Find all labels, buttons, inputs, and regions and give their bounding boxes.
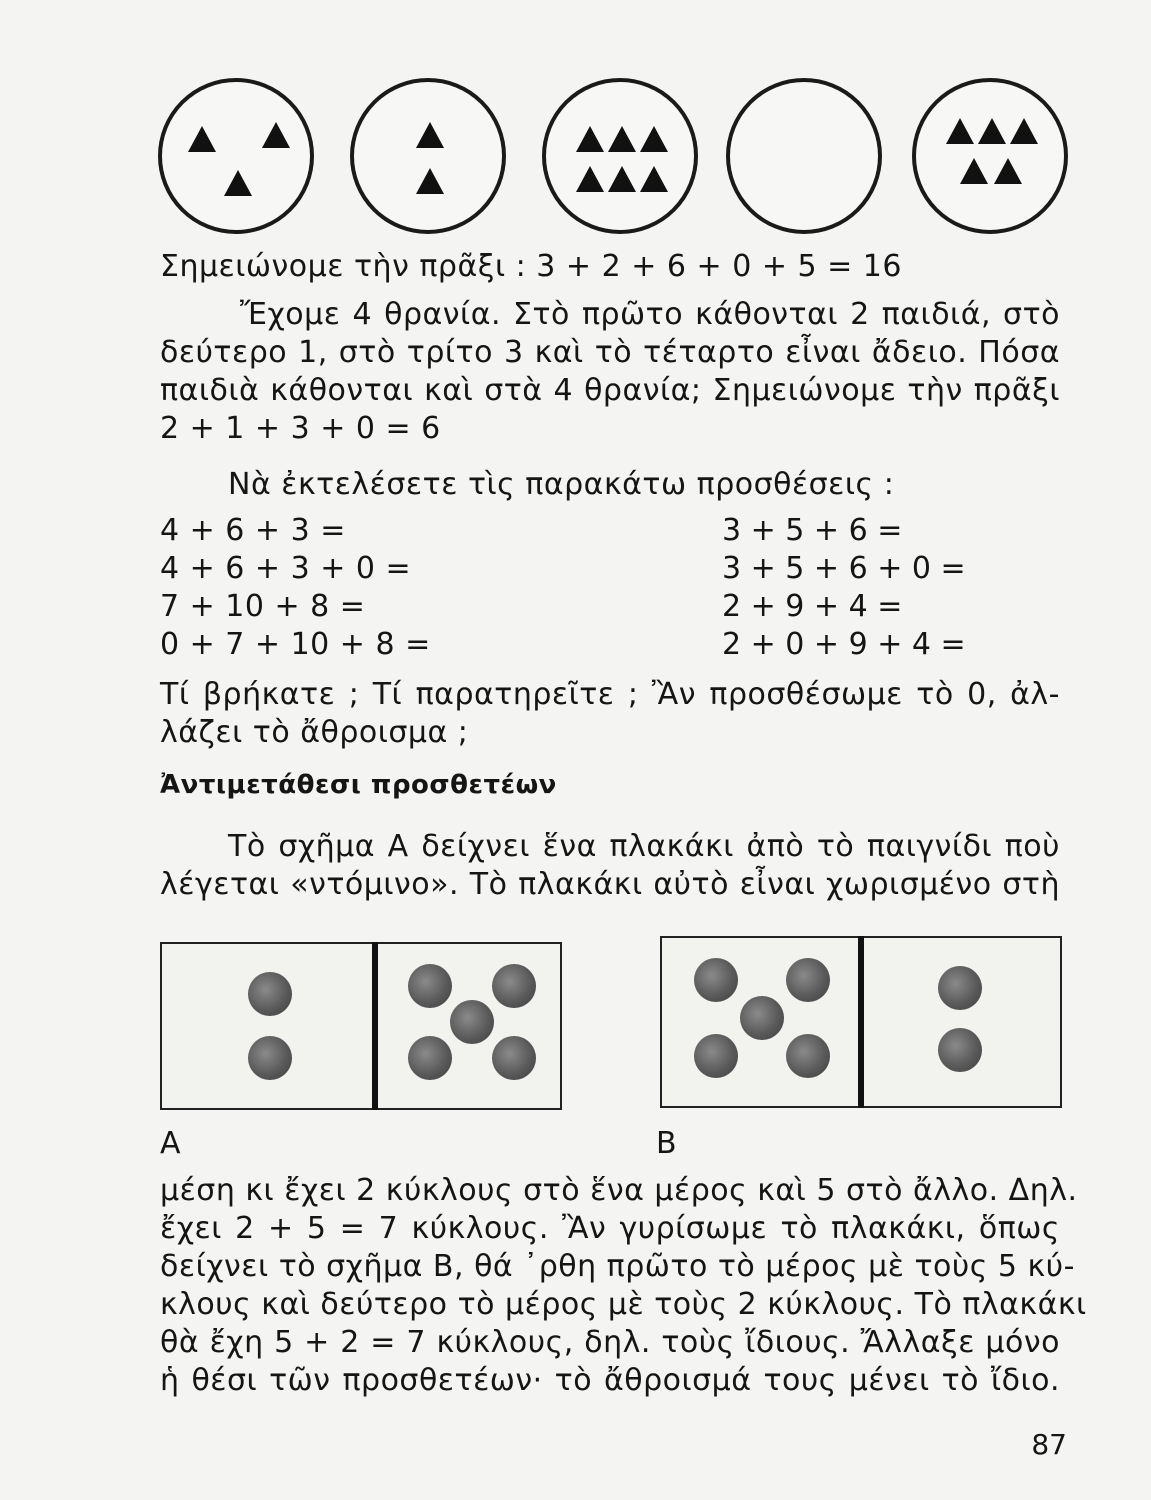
- exercise-left-4: 0 + 7 + 10 + 8 =: [160, 627, 431, 662]
- domino-paragraph-line-1: Τὸ σχῆμα Α δείχνει ἕνα πλακάκι ἀπὸ τὸ παιγνίδι ποὺ: [228, 829, 1060, 864]
- domino-dot: [450, 1000, 494, 1044]
- domino-a: [160, 942, 562, 1110]
- figure-label-b: Β: [656, 1126, 677, 1161]
- circle-six-triangles: [542, 78, 698, 234]
- triangle-icon: [640, 126, 668, 152]
- circle-two-triangles: [350, 78, 506, 234]
- domino-dot: [938, 966, 982, 1010]
- desks-paragraph-line-1: Ἔχομε 4 θρανία. Στὸ πρῶτο κάθονται 2 παιδιά, στὸ: [240, 297, 1060, 332]
- domino-b-left-half: [662, 938, 858, 1106]
- page-number: 87: [1031, 1428, 1067, 1461]
- domino-dot: [938, 1028, 982, 1072]
- section-heading: Ἀντιμετάθεσι προσθετέων: [160, 770, 557, 800]
- domino-a-left-half: [162, 944, 372, 1108]
- triangle-icon: [416, 168, 444, 194]
- triangle-icon: [224, 170, 252, 196]
- desks-paragraph-line-3: παιδιὰ κάθονται καὶ στὰ 4 θρανία; Σημειώνομε τὴν πρᾶξι: [160, 373, 1060, 408]
- triangle-icon: [946, 118, 974, 144]
- domino-dot: [248, 1036, 292, 1080]
- triangle-icon: [994, 158, 1022, 184]
- triangle-icon: [640, 166, 668, 192]
- circle-empty: [726, 78, 882, 234]
- domino-dot: [408, 1036, 452, 1080]
- exercise-instruction: Νὰ ἐκτελέσετε τὶς παρακάτω προσθέσεις :: [228, 467, 895, 502]
- domino-dot: [694, 958, 738, 1002]
- exercise-right-2: 3 + 5 + 6 + 0 =: [722, 551, 966, 586]
- circle-three-triangles: [158, 78, 314, 234]
- triangle-icon: [262, 122, 290, 148]
- domino-dot: [248, 972, 292, 1016]
- exercise-left-2: 4 + 6 + 3 + 0 =: [160, 551, 412, 586]
- question-line-1: Τί βρήκατε ; Τί παρατηρεῖτε ; Ἂν προσθέσωμε τὸ 0, ἀλ-: [160, 677, 1060, 712]
- domino-dot: [740, 996, 784, 1040]
- domino-paragraph-line-2: λέγεται «ντόμινο». Τὸ πλακάκι αὐτὸ εἶναι χωρισμένο στὴ: [160, 867, 1060, 902]
- triangle-icon: [576, 126, 604, 152]
- explanation-line-5: θὰ ἔχη 5 + 2 = 7 κύκλους, δηλ. τοὺς ἴδιους. Ἄλλαξε μόνο: [160, 1325, 1060, 1360]
- circle-five-triangles: [912, 78, 1068, 234]
- triangle-icon: [978, 118, 1006, 144]
- domino-dot: [694, 1034, 738, 1078]
- domino-b: [660, 936, 1062, 1108]
- triangle-icon: [1010, 118, 1038, 144]
- domino-dot: [492, 964, 536, 1008]
- domino-b-right-half: [864, 938, 1062, 1106]
- domino-dot: [786, 1034, 830, 1078]
- domino-dot: [786, 958, 830, 1002]
- domino-dot: [408, 964, 452, 1008]
- explanation-line-2: ἔχει 2 + 5 = 7 κύκλους. Ἂν γυρίσωμε τὸ πλακάκι, ὅπως: [160, 1211, 1060, 1246]
- explanation-line-1: μέση κι ἔχει 2 κύκλους στὸ ἕνα μέρος καὶ 5 στὸ ἄλλο. Δηλ.: [160, 1173, 1078, 1208]
- operation-line: Σημειώνομε τὴν πρᾶξι : 3 + 2 + 6 + 0 + 5 = 16: [160, 249, 902, 284]
- explanation-line-4: κλους καὶ δεύτερο τὸ μέρος μὲ τοὺς 2 κύκλους. Τὸ πλακάκι: [160, 1287, 1087, 1322]
- exercise-right-4: 2 + 0 + 9 + 4 =: [722, 627, 966, 662]
- exercise-right-3: 2 + 9 + 4 =: [722, 589, 903, 624]
- triangle-circles-figure: [150, 78, 1070, 238]
- exercise-left-3: 7 + 10 + 8 =: [160, 589, 366, 624]
- domino-dot: [492, 1036, 536, 1080]
- triangle-icon: [608, 126, 636, 152]
- explanation-line-6: ἡ θέσι τῶν προσθετέων· τὸ ἄθροισμά τους μένει τὸ ἴδιο.: [160, 1363, 1060, 1398]
- question-line-2: λάζει τὸ ἄθροισμα ;: [160, 715, 469, 750]
- desks-paragraph-line-2: δεύτερο 1, στὸ τρίτο 3 καὶ τὸ τέταρτο εἶναι ἄδειο. Πόσα: [160, 335, 1060, 370]
- domino-a-right-half: [378, 944, 562, 1108]
- triangle-icon: [960, 158, 988, 184]
- triangle-icon: [608, 166, 636, 192]
- triangle-icon: [416, 122, 444, 148]
- figure-label-a: Α: [160, 1126, 181, 1161]
- triangle-icon: [188, 126, 216, 152]
- desks-paragraph-line-4: 2 + 1 + 3 + 0 = 6: [160, 411, 441, 446]
- triangle-icon: [576, 166, 604, 192]
- explanation-line-3: δείχνει τὸ σχῆμα Β, θά ᾿ρθη πρῶτο τὸ μέρος μὲ τοὺς 5 κύ-: [160, 1249, 1075, 1284]
- exercise-right-1: 3 + 5 + 6 =: [722, 513, 903, 548]
- exercise-left-1: 4 + 6 + 3 =: [160, 513, 346, 548]
